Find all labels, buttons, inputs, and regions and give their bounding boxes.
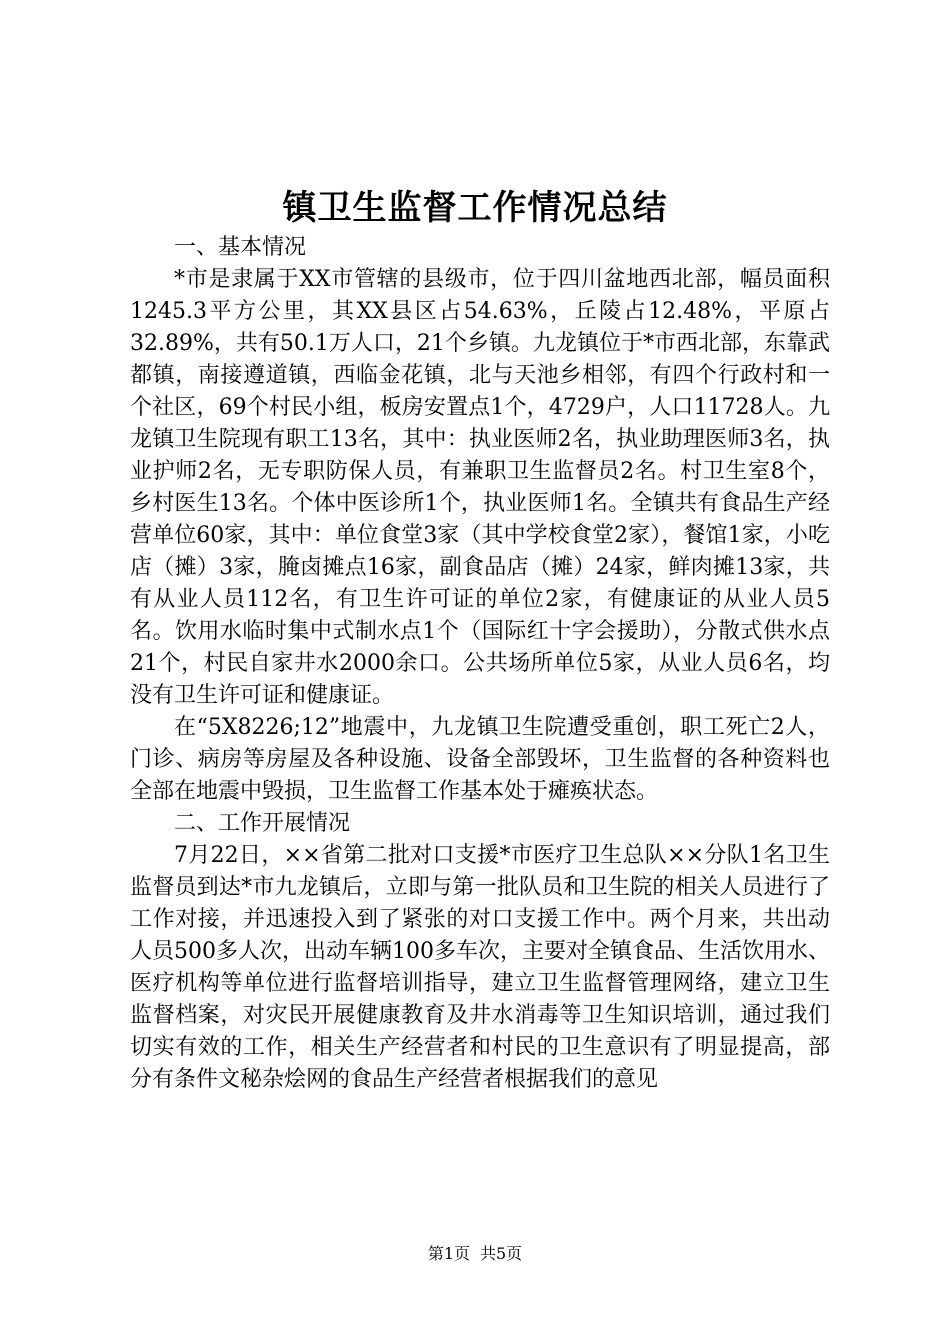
section-heading-basic-info: 一、基本情况 [174, 235, 307, 260]
document-body [130, 232, 830, 1096]
page-total: 共5页 [480, 1244, 523, 1263]
paragraph-earthquake: 在“5X8226;12”地震中，九龙镇卫生院遭受重创，职工死亡2人，门诊、病房等房屋及各种设施、设备全部毁坏，卫生监督的各种资料也全部在地震中毁损，卫生监督工作基本处于瘫痪状态。 [130, 715, 830, 804]
page-footer [0, 1244, 950, 1264]
paragraph-work: 7月22日，××省第二批对口支援*市医疗卫生总队××分队1名卫生监督员到达*市九龙镇后，立即与第一批队员和卫生院的相关人员进行了工作对接，并迅速投入到了紧张的对口支援工作中。两个月来，共出动人员500多人次，出动车辆100多车次，主要对全镇食品、生活饮用水、医疗机构等单位进行监督培训指导，建立卫生监督管理网络，建立卫生监督档案，对灾民开展健康教育及井水消毒等卫生知识培训，通过我们切实有效的工作，相关生产经营者和村民的卫生意识有了明显提高，部分有条件文秘杂烩网的食品生产经营者根据我们的意见 [130, 843, 830, 1092]
document-title: 镇卫生监督工作情况总结 [282, 188, 668, 228]
paragraph-basic-info: *市是隶属于XX市管辖的县级市，位于四川盆地西北部，幅员面积1245.3平方公里，其XX县区占54.63%，丘陵占12.48%，平原占32.89%，共有50.1万人口，21个乡镇。九龙镇位于*市西北部，东靠武都镇，南接遵道镇，西临金花镇，北与天池乡相邻，有四个行政村和一个社区，69个村民小组，板房安置点1个，4729户，人口11728人。九龙镇卫生院现有职工13名，其中：执业医师2名，执业助理医师3名，执业护师2名，无专职防保人员，有兼职卫生监督员2名。村卫生室8个，乡村医生13名。个体中医诊所1个，执业医师1名。全镇共有食品生产经营单位60家，其中：单位食堂3家（其中学校食堂2家），餐馆1家，小吃店（摊）3家，腌卤摊点16家，副食品店（摊）24家，鲜肉摊13家，共有从业人员112名，有卫生许可证的单位2家，有健康证的从业人员5名。饮用水临时集中式制水点1个（国际红十字会援助），分散式供水点21个，村民自家井水2000余口。公共场所单位5家，从业人员6名，均没有卫生许可证和健康证。 [130, 267, 830, 708]
section-heading-work: 二、工作开展情况 [174, 811, 351, 836]
page-number: 第1页 [427, 1244, 470, 1263]
